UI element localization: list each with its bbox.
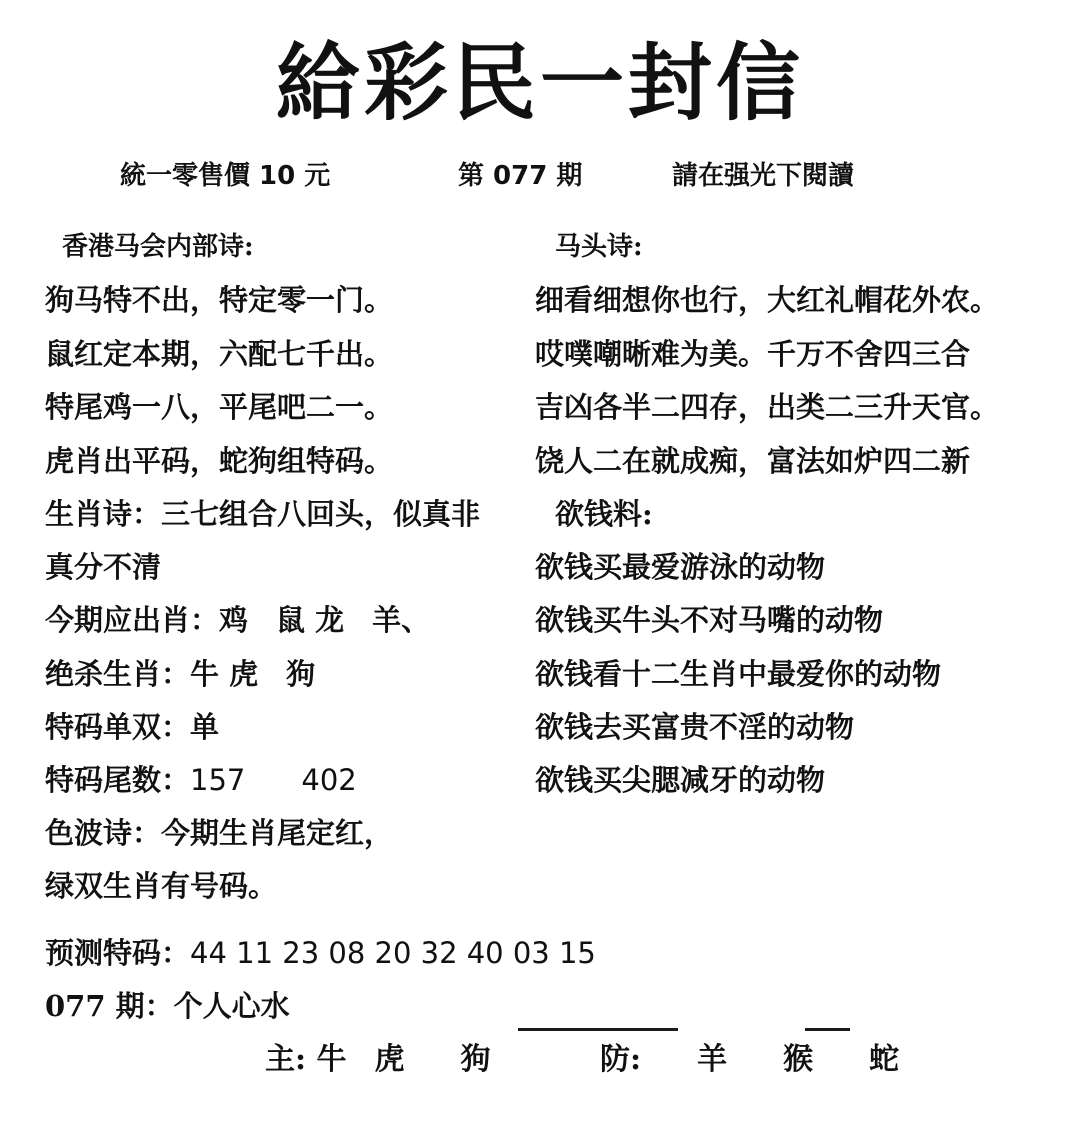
main-value: 狗 xyxy=(460,1042,491,1077)
guard-value: 蛇 xyxy=(869,1042,900,1077)
color-poem-line-1 xyxy=(45,813,393,853)
tail-label: 特码尾数： xyxy=(45,763,191,797)
kill-value: 狗 xyxy=(286,657,316,691)
this-issue-value: 羊、 xyxy=(372,603,431,637)
guard-picks xyxy=(600,1040,899,1080)
reading-notice: 請在强光下閱讀 xyxy=(672,161,855,191)
money-line-1: 欲钱买最爱游泳的动物 xyxy=(535,550,826,584)
left-poem-line-4: 虎肖出平码，蛇狗组特码。 xyxy=(45,444,394,478)
guard-label: 防: xyxy=(600,1042,642,1077)
zodiac-poem-label: 生肖诗： xyxy=(45,497,162,531)
right-heading: 马头诗: xyxy=(555,232,643,262)
color-poem-label: 色波诗： xyxy=(45,816,162,850)
personal-label: 077 期： xyxy=(45,989,174,1023)
zodiac-poem-text-2: 真分不清 xyxy=(45,550,162,584)
prediction-numbers: 44 11 23 08 20 32 40 03 15 xyxy=(190,936,596,970)
color-poem-text-2: 绿双生肖有号码。 xyxy=(45,869,278,903)
kill-value: 牛 xyxy=(190,657,220,691)
zodiac-poem-line-1 xyxy=(45,494,480,534)
money-line-2: 欲钱买牛头不对马嘴的动物 xyxy=(535,603,884,637)
scan-smudge xyxy=(805,1028,850,1031)
money-line-5: 欲钱买尖腮减牙的动物 xyxy=(535,763,826,797)
guard-value: 猴 xyxy=(783,1042,814,1077)
money-line-4: 欲钱去买富贵不淫的动物 xyxy=(535,710,855,744)
right-poem-line-4: 饶人二在就成痴，富法如炉四二新 xyxy=(535,444,971,478)
main-label: 主: xyxy=(265,1042,307,1077)
money-line-3: 欲钱看十二生肖中最爱你的动物 xyxy=(535,657,942,691)
price-label: 統一零售價 10 元 xyxy=(120,161,331,191)
left-heading: 香港马会内部诗: xyxy=(62,232,254,262)
zodiac-poem-text-1: 三七组合八回头，似真非 xyxy=(161,497,481,531)
page-title: 給彩民一封信 xyxy=(275,34,804,132)
scan-smudge xyxy=(518,1028,678,1031)
color-poem-text-1: 今期生肖尾定红， xyxy=(161,816,394,850)
kill-row xyxy=(45,654,315,694)
right-poem-line-2: 哎噗嘲晰难为美。千万不舍四三合 xyxy=(535,337,971,371)
main-value: 虎 xyxy=(374,1042,405,1077)
left-poem-line-3: 特尾鸡一八，平尾吧二一。 xyxy=(45,390,394,424)
main-picks xyxy=(265,1040,491,1080)
guard-value: 羊 xyxy=(697,1042,728,1077)
this-issue-row xyxy=(45,600,430,640)
odd-even-label: 特码单双： xyxy=(45,710,191,744)
right-poem-line-3: 吉凶各半二四存，出类二三升天官。 xyxy=(535,390,1000,424)
main-value: 牛 xyxy=(316,1042,347,1077)
left-poem-line-1: 狗马特不出，特定零一门。 xyxy=(45,283,394,317)
tail-row xyxy=(45,760,357,800)
right-poem-line-1: 细看细想你也行，大红礼帽花外农。 xyxy=(535,283,1000,317)
odd-even-value: 单 xyxy=(190,710,220,744)
prediction-label: 预测特码： xyxy=(45,936,191,970)
prediction-row xyxy=(45,933,596,973)
issue-number: 第 077 期 xyxy=(458,161,583,191)
kill-value: 虎 xyxy=(229,657,259,691)
odd-even-row xyxy=(45,707,219,747)
this-issue-value: 鸡 xyxy=(219,603,249,637)
this-issue-value: 鼠 xyxy=(276,603,306,637)
left-poem-line-2: 鼠红定本期，六配七千出。 xyxy=(45,337,394,371)
this-issue-value: 龙 xyxy=(315,603,345,637)
kill-label: 绝杀生肖： xyxy=(45,657,191,691)
personal-row xyxy=(45,986,290,1026)
money-heading: 欲钱料: xyxy=(555,497,653,531)
tail-value: 157 xyxy=(190,763,246,797)
tail-value: 402 xyxy=(301,763,357,797)
personal-value: 个人心水 xyxy=(173,989,290,1023)
this-issue-label: 今期应出肖： xyxy=(45,603,220,637)
